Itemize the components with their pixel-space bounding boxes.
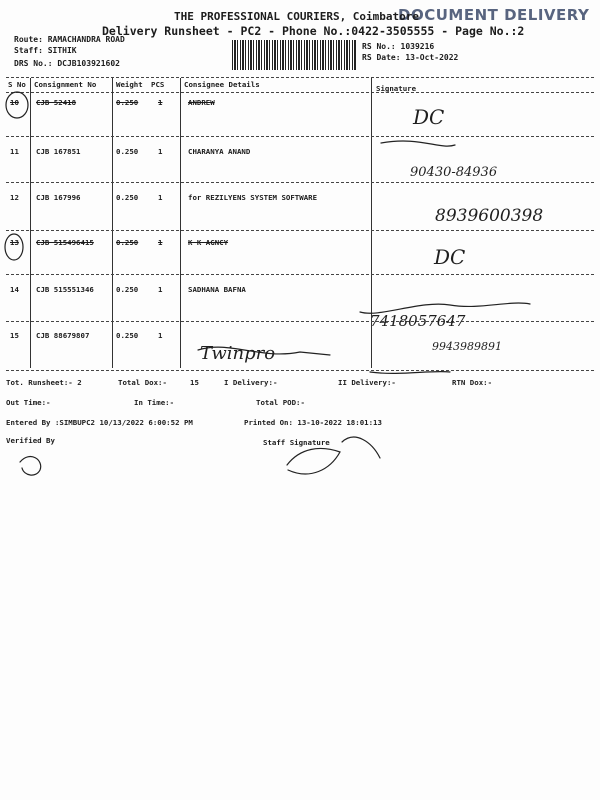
row-consignment: CJB 515551346 [36, 285, 94, 294]
row-details: K K AGNCY [188, 238, 229, 247]
row-details: for REZILYENS SYSTEM SOFTWARE [188, 193, 318, 202]
row-details: CHARANYA ANAND [188, 147, 251, 156]
row-weight: 0.250 [116, 285, 139, 294]
row-sno: 11 [10, 147, 19, 156]
row-consignment: CJB 167996 [36, 193, 81, 202]
route-label: Route: RAMACHANDRA ROAD [14, 35, 125, 44]
col-header-details: Consignee Details [184, 80, 260, 89]
row-sno: 10 [10, 98, 19, 107]
col-header-signature: Signature [376, 84, 417, 93]
staff-label: Staff: SITHIK [14, 46, 77, 55]
staff-signature: Staff Signature [263, 438, 330, 447]
handwritten-phone: 7418057647 [370, 312, 466, 330]
col-header-sno: S No [8, 80, 26, 89]
document-delivery-stamp: DOCUMENT DELIVERY [398, 6, 590, 24]
rs-date: RS Date: 13-Oct-2022 [362, 53, 459, 62]
handwritten-phone: 90430-84936 [410, 165, 498, 180]
row-weight: 0.250 [116, 238, 139, 247]
entered-by: Entered By :SIMBUPC2 10/13/2022 6:00:52 PM [6, 418, 193, 427]
row-consignment: CJB 88679807 [36, 331, 90, 340]
row-sno: 13 [10, 238, 19, 247]
col-header-weight: Weight [116, 80, 143, 89]
total-dox-label: Total Dox:- [118, 378, 167, 387]
rtn-dox: RTN Dox:- [452, 378, 493, 387]
row-sno: 15 [10, 331, 19, 340]
col-header-consignment: Consignment No [34, 80, 97, 89]
handwritten-phone: 8939600398 [435, 206, 544, 226]
row-pcs: 1 [158, 285, 163, 294]
drs-number: DRS No.: DCJB103921602 [14, 59, 120, 68]
total-pod: Total POD:- [256, 398, 305, 407]
row-details: SADHANA BAFNA [188, 285, 246, 294]
company-title: THE PROFESSIONAL COURIERS, Coimbatore [174, 10, 420, 23]
handwritten-name: Twinpro [200, 343, 276, 364]
row-pcs: 1 [158, 193, 163, 202]
handwritten-dc: DC [413, 105, 445, 129]
row-consignment: CJB 167851 [36, 147, 81, 156]
verified-by: Verified By [6, 436, 55, 445]
row-sno: 12 [10, 193, 19, 202]
handwritten-phone: 9943989891 [432, 340, 502, 353]
total-dox-value: 15 [190, 378, 199, 387]
row-weight: 0.250 [116, 193, 139, 202]
col-header-pcs: PCS [151, 80, 165, 89]
ii-delivery: II Delivery:- [338, 378, 396, 387]
in-time: In Time:- [134, 398, 175, 407]
i-delivery: I Delivery:- [224, 378, 278, 387]
row-weight: 0.250 [116, 98, 139, 107]
handwritten-dc: DC [434, 245, 466, 269]
printed-on: Printed On: 13-10-2022 18:01:13 [244, 418, 382, 427]
row-weight: 0.250 [116, 331, 139, 340]
row-pcs: 1 [158, 331, 163, 340]
out-time: Out Time:- [6, 398, 51, 407]
rs-number: RS No.: 1039216 [362, 42, 435, 51]
runsheet-title: Delivery Runsheet - PC2 - Phone No.:0422-3505555 - Page No.:2 [102, 24, 525, 38]
row-pcs: 1 [158, 238, 163, 247]
row-pcs: 1 [158, 98, 163, 107]
row-pcs: 1 [158, 147, 163, 156]
row-sno: 14 [10, 285, 19, 294]
row-consignment: CJB 515496415 [36, 238, 94, 247]
tot-runsheet: Tot. Runsheet:- 2 [6, 378, 82, 387]
row-consignment: CJB 52418 [36, 98, 77, 107]
row-details: ANDREW [188, 98, 215, 107]
row-weight: 0.250 [116, 147, 139, 156]
